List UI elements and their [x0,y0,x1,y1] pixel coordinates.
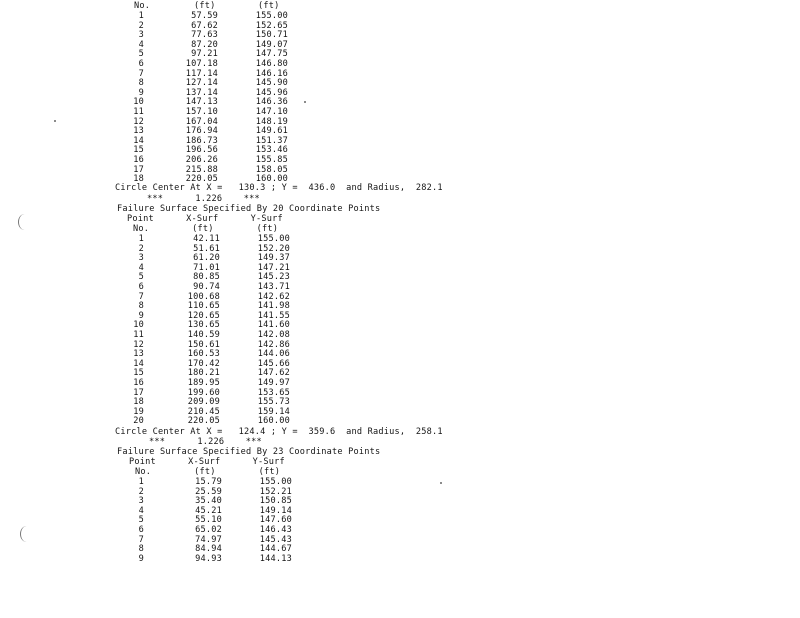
surface_2-rows-x-surf: 189.95 [187,378,220,388]
top_table-rows-point-no: 2 [138,20,144,31]
surface_2-rows-point-no: 18 [133,397,144,408]
surface_2-rows-x-surf: 120.65 [187,310,220,321]
surface_2-rows-x-surf: 180.21 [187,368,220,379]
top_table-rows-y-surf: 160.00 [255,174,288,185]
top_table-rows-x-surf: 157.10 [185,107,218,117]
surface_2-rows-x-surf: 90.74 [193,282,220,292]
surface_2-rows-point-no: 14 [133,358,144,369]
top_table-rows-y-surf: 146.16 [255,68,288,79]
top_table-rows-y-surf: 155.85 [255,155,288,165]
surface_2-rows-point-no: 7 [138,291,144,302]
surface_2-rows-y-surf: 142.86 [257,339,290,350]
surface_2-rows-point-no: 4 [138,262,144,273]
surface_2-rows-y-surf: 147.21 [257,262,290,273]
surface_2-rows-x-surf: 199.60 [187,387,220,398]
top_table-rows-x-surf: 127.14 [185,78,218,89]
surface_2-rows-point-no: 9 [138,310,144,321]
surface_2-rows-y-surf: 152.20 [257,243,290,254]
surface_2-rows-x-surf: 110.65 [187,301,220,312]
surface_2-rows-point-no: 8 [138,301,144,312]
top_table-rows-point-no: 6 [138,59,144,69]
top_table-rows-point-no: 3 [138,30,144,41]
top_table-rows-x-surf: 167.04 [185,116,218,127]
surface_2-rows-point-no: 6 [138,282,144,292]
surface_2-rows-x-surf: 140.59 [187,330,220,340]
top_table-rows-x-surf: 206.26 [185,155,218,165]
surface_3-rows-y-surf: 150.85 [259,496,292,507]
surface_2-rows-y-surf: 159.14 [257,406,290,417]
top_table-rows-x-surf: 196.56 [185,145,218,156]
top_table-rows-x-surf: 97.21 [191,49,218,60]
surface_2-rows-y-surf: 155.00 [257,234,290,244]
surface_3-rows-y-surf: 149.14 [259,505,292,516]
surface_2-rows-point-no: 17 [133,387,144,398]
top_table-rows-x-surf: 147.13 [185,97,218,108]
surface_2-rows-y-surf: 160.00 [257,416,290,427]
top-table-header-x-unit: (ft) [194,1,216,11]
surface_2-rows-y-surf: 142.08 [257,330,290,340]
surface_2-rows-x-surf: 61.20 [193,253,220,264]
top_table-rows-point-no: 15 [133,145,144,156]
surface_2-rows-point-no: 20 [133,416,144,427]
top_table-rows-point-no: 18 [133,174,144,185]
top_table-rows-y-surf: 151.37 [255,135,288,146]
surface_2-rows-x-surf: 210.45 [187,406,220,417]
surface_2-rows-x-surf: 71.01 [193,262,220,273]
surface_2-rows-y-surf: 141.60 [257,320,290,331]
surface_2-rows-y-surf: 141.98 [257,301,290,312]
top_table-rows-y-surf: 150.71 [255,30,288,41]
surface_3-rows-y-surf: 145.43 [259,534,292,545]
surface_2-rows-point-no: 15 [133,368,144,379]
surface_3-rows-point-no: 2 [138,486,144,497]
surface_2-rows-point-no: 11 [133,330,144,340]
surface_2-rows-y-surf: 153.65 [257,387,290,398]
surface_3-rows-x-surf: 45.21 [195,505,222,516]
scan-speck [440,482,442,484]
surface_2-rows-x-surf: 42.11 [193,234,220,244]
surface_2-rows-y-surf: 143.71 [257,282,290,292]
surface_2-rows-y-surf: 149.97 [257,378,290,388]
surface_2-rows-point-no: 5 [138,272,144,283]
surface_3-rows-x-surf: 35.40 [195,496,222,507]
punch-hole-mark-top [18,214,31,230]
surface_2-rows-x-surf: 51.61 [193,243,220,254]
top_table-rows-x-surf: 186.73 [185,135,218,146]
top_table-rows-point-no: 16 [133,155,144,165]
surface-2-header-2: No. (ft) (ft) [133,224,279,234]
surface_2-rows-x-surf: 220.05 [187,416,220,427]
surface_2-rows-x-surf: 160.53 [187,349,220,360]
top_table-rows-y-surf: 146.80 [255,59,288,69]
surface_3-rows-point-no: 1 [138,477,144,487]
top_table-rows-point-no: 9 [138,87,144,98]
top_table-rows-x-surf: 107.18 [185,59,218,69]
factor-of-safety-line-1: *** 1.226 *** [147,194,260,204]
top_table-rows-x-surf: 137.14 [185,87,218,98]
top_table-rows-y-surf: 146.36 [255,97,288,108]
surface_2-rows-y-surf: 147.62 [257,368,290,379]
surface_2-rows-point-no: 19 [133,406,144,417]
surface_3-rows-y-surf: 144.67 [259,544,292,555]
surface_3-rows-point-no: 4 [138,505,144,516]
surface_3-rows-x-surf: 15.79 [195,477,222,487]
scan-speck [54,120,56,122]
surface-3-header-1: Point X-Surf Y-Surf [129,457,285,467]
surface_2-rows-x-surf: 130.65 [187,320,220,331]
surface_3-rows-x-surf: 25.59 [195,486,222,497]
surface_3-rows-y-surf: 155.00 [259,477,292,487]
surface_3-rows-point-no: 3 [138,496,144,507]
surface_2-rows-y-surf: 145.23 [257,272,290,283]
top_table-rows-x-surf: 67.62 [191,20,218,31]
top_table-rows-x-surf: 87.20 [191,39,218,50]
circle-center-line-1: Circle Center At X = 130.3 ; Y = 436.0 and Radius, 282.1 [115,183,443,193]
surface_2-rows-y-surf: 144.06 [257,349,290,360]
top_table-rows-x-surf: 176.94 [185,126,218,137]
top_table-rows-y-surf: 152.65 [255,20,288,31]
surface_2-rows-point-no: 2 [138,243,144,254]
surface-3-header-2: No. (ft) (ft) [135,467,281,477]
surface_2-rows-y-surf: 141.55 [257,310,290,321]
top_table-rows-point-no: 11 [133,107,144,117]
surface_2-rows-y-surf: 149.37 [257,253,290,264]
surface_2-rows-point-no: 10 [133,320,144,331]
surface_3-rows-point-no: 9 [138,553,144,564]
surface_2-rows-point-no: 3 [138,253,144,264]
surface_2-rows-x-surf: 100.68 [187,291,220,302]
top_table-rows-x-surf: 220.05 [185,174,218,185]
top_table-rows-x-surf: 77.63 [191,30,218,41]
top_table-rows-y-surf: 145.96 [255,87,288,98]
top_table-rows-point-no: 5 [138,49,144,60]
factor-of-safety-line-2: *** 1.226 *** [149,437,262,447]
surface_2-rows-y-surf: 155.73 [257,397,290,408]
surface_2-rows-point-no: 1 [138,234,144,244]
top_table-rows-y-surf: 147.10 [255,107,288,117]
surface-2-header-1: Point X-Surf Y-Surf [127,214,283,224]
surface_3-rows-x-surf: 94.93 [195,553,222,564]
surface-2-title: Failure Surface Specified By 20 Coordinate Points [117,204,381,214]
top_table-rows-point-no: 10 [133,97,144,108]
top_table-rows-point-no: 4 [138,39,144,50]
top_table-rows-y-surf: 145.90 [255,78,288,89]
top_table-rows-x-surf: 57.59 [191,11,218,21]
surface_2-rows-point-no: 16 [133,378,144,388]
surface_2-rows-x-surf: 209.09 [187,397,220,408]
surface_3-rows-x-surf: 84.94 [195,544,222,555]
scan-speck [304,101,306,103]
surface_3-rows-y-surf: 146.43 [259,525,292,535]
surface_2-rows-x-surf: 150.61 [187,339,220,350]
top-table-header-y-unit: (ft) [258,1,280,11]
punch-hole-mark-bottom [20,526,33,542]
top_table-rows-point-no: 12 [133,116,144,127]
surface_3-rows-y-surf: 152.21 [259,486,292,497]
surface_3-rows-x-surf: 74.97 [195,534,222,545]
top_table-rows-y-surf: 158.05 [255,164,288,175]
surface_3-rows-y-surf: 147.60 [259,515,292,526]
surface_3-rows-point-no: 6 [138,525,144,535]
top_table-rows-y-surf: 149.07 [255,39,288,50]
top_table-rows-y-surf: 148.19 [255,116,288,127]
top_table-rows-point-no: 14 [133,135,144,146]
surface_2-rows-x-surf: 80.85 [193,272,220,283]
top_table-rows-y-surf: 147.75 [255,49,288,60]
surface_2-rows-x-surf: 170.42 [187,358,220,369]
top_table-rows-y-surf: 155.00 [255,11,288,21]
surface_3-rows-point-no: 8 [138,544,144,555]
surface_3-rows-x-surf: 55.10 [195,515,222,526]
surface_3-rows-y-surf: 144.13 [259,553,292,564]
surface-3-title: Failure Surface Specified By 23 Coordinate Points [117,447,381,457]
top_table-rows-point-no: 17 [133,164,144,175]
top_table-rows-y-surf: 149.61 [255,126,288,137]
top_table-rows-x-surf: 117.14 [185,68,218,79]
surface_2-rows-point-no: 12 [133,339,144,350]
top_table-rows-x-surf: 215.88 [185,164,218,175]
circle-center-line-2: Circle Center At X = 124.4 ; Y = 359.6 and Radius, 258.1 [115,427,443,437]
top_table-rows-y-surf: 153.46 [255,145,288,156]
surface_2-rows-y-surf: 145.66 [257,358,290,369]
surface_3-rows-point-no: 7 [138,534,144,545]
surface_2-rows-point-no: 13 [133,349,144,360]
top-table-header-no: No. [134,1,151,11]
surface_3-rows-point-no: 5 [138,515,144,526]
top_table-rows-point-no: 8 [138,78,144,89]
surface_2-rows-y-surf: 142.62 [257,291,290,302]
top_table-rows-point-no: 1 [138,11,144,21]
surface_3-rows-x-surf: 65.02 [195,525,222,535]
top_table-rows-point-no: 13 [133,126,144,137]
top_table-rows-point-no: 7 [138,68,144,79]
